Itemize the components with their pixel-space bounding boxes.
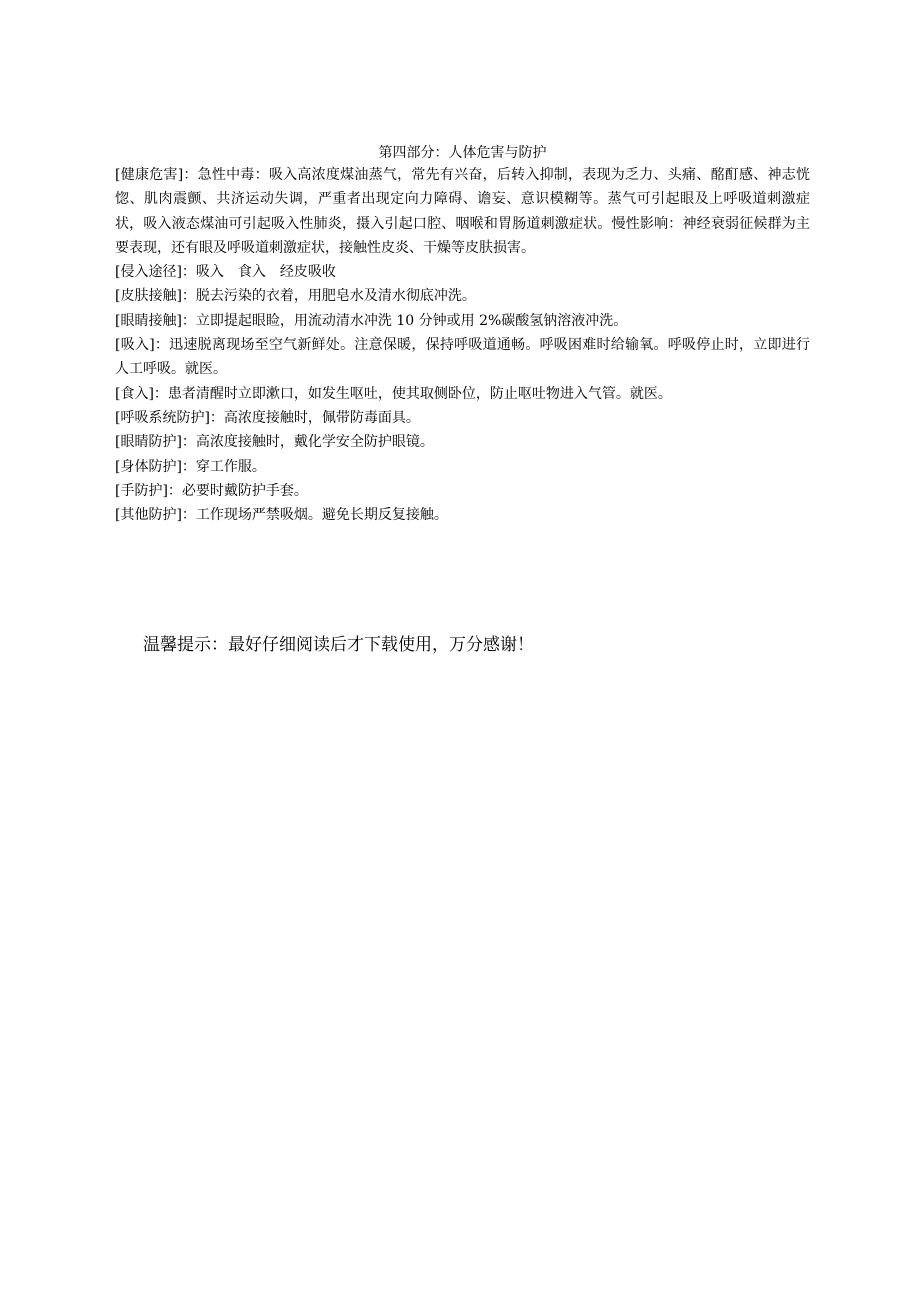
paragraph-other-protection: [其他防护]：工作现场严禁吸烟。避免长期反复接触。 (115, 507, 448, 524)
paragraph-hand-protection: [手防护]：必要时戴防护手套。 (115, 482, 308, 499)
paragraph-eye-contact: [眼睛接触]：立即提起眼睑，用流动清水冲洗 10 分钟或用 2%碳酸氢钠溶液冲洗。 (115, 312, 628, 329)
paragraph-body-protection: [身体防护]：穿工作服。 (115, 458, 266, 475)
paragraph-entry-routes: [侵入途径]：吸入 食入 经皮吸收 (115, 264, 336, 281)
paragraph-ingestion: [食入]：患者清醒时立即漱口，如发生呕吐，使其取侧卧位，防止呕吐物进入气管。就医。 (115, 385, 672, 402)
paragraph-skin-contact: [皮肤接触]：脱去污染的衣着，用肥皂水及清水彻底冲洗。 (115, 288, 476, 305)
section-title: 第四部分：人体危害与防护 (378, 145, 547, 161)
download-tip: 温馨提示：最好仔细阅读后才下载使用，万分感谢！ (143, 635, 534, 655)
document-body (115, 143, 810, 527)
paragraph-respiratory-protection: [呼吸系统防护]：高浓度接触时，佩带防毒面具。 (115, 409, 420, 426)
paragraph-health-hazard: [健康危害]：急性中毒：吸入高浓度煤油蒸气，常先有兴奋，后转入抑制，表现为乏力、头痛、酩酊感、神志恍惚、肌肉震颤、共济运动失调，严重者出现定向力障碍、谵妄、意识模糊等。蒸气可引起眼及上呼吸道刺激症状，吸入液态煤油可引起吸入性肺炎，摄入引起口腔、咽喉和胃肠道刺激症状。慢性影响：神经衰弱征候群为主要表现，还有眼及呼吸道刺激症状，接触性皮炎、干燥等皮肤损害。 (115, 167, 810, 256)
paragraph-inhalation: [吸入]：迅速脱离现场至空气新鲜处。注意保暖，保持呼吸道通畅。呼吸困难时给输氧。呼吸停止时，立即进行人工呼吸。就医。 (115, 337, 810, 378)
paragraph-eye-protection: [眼睛防护]：高浓度接触时，戴化学安全防护眼镜。 (115, 434, 434, 451)
